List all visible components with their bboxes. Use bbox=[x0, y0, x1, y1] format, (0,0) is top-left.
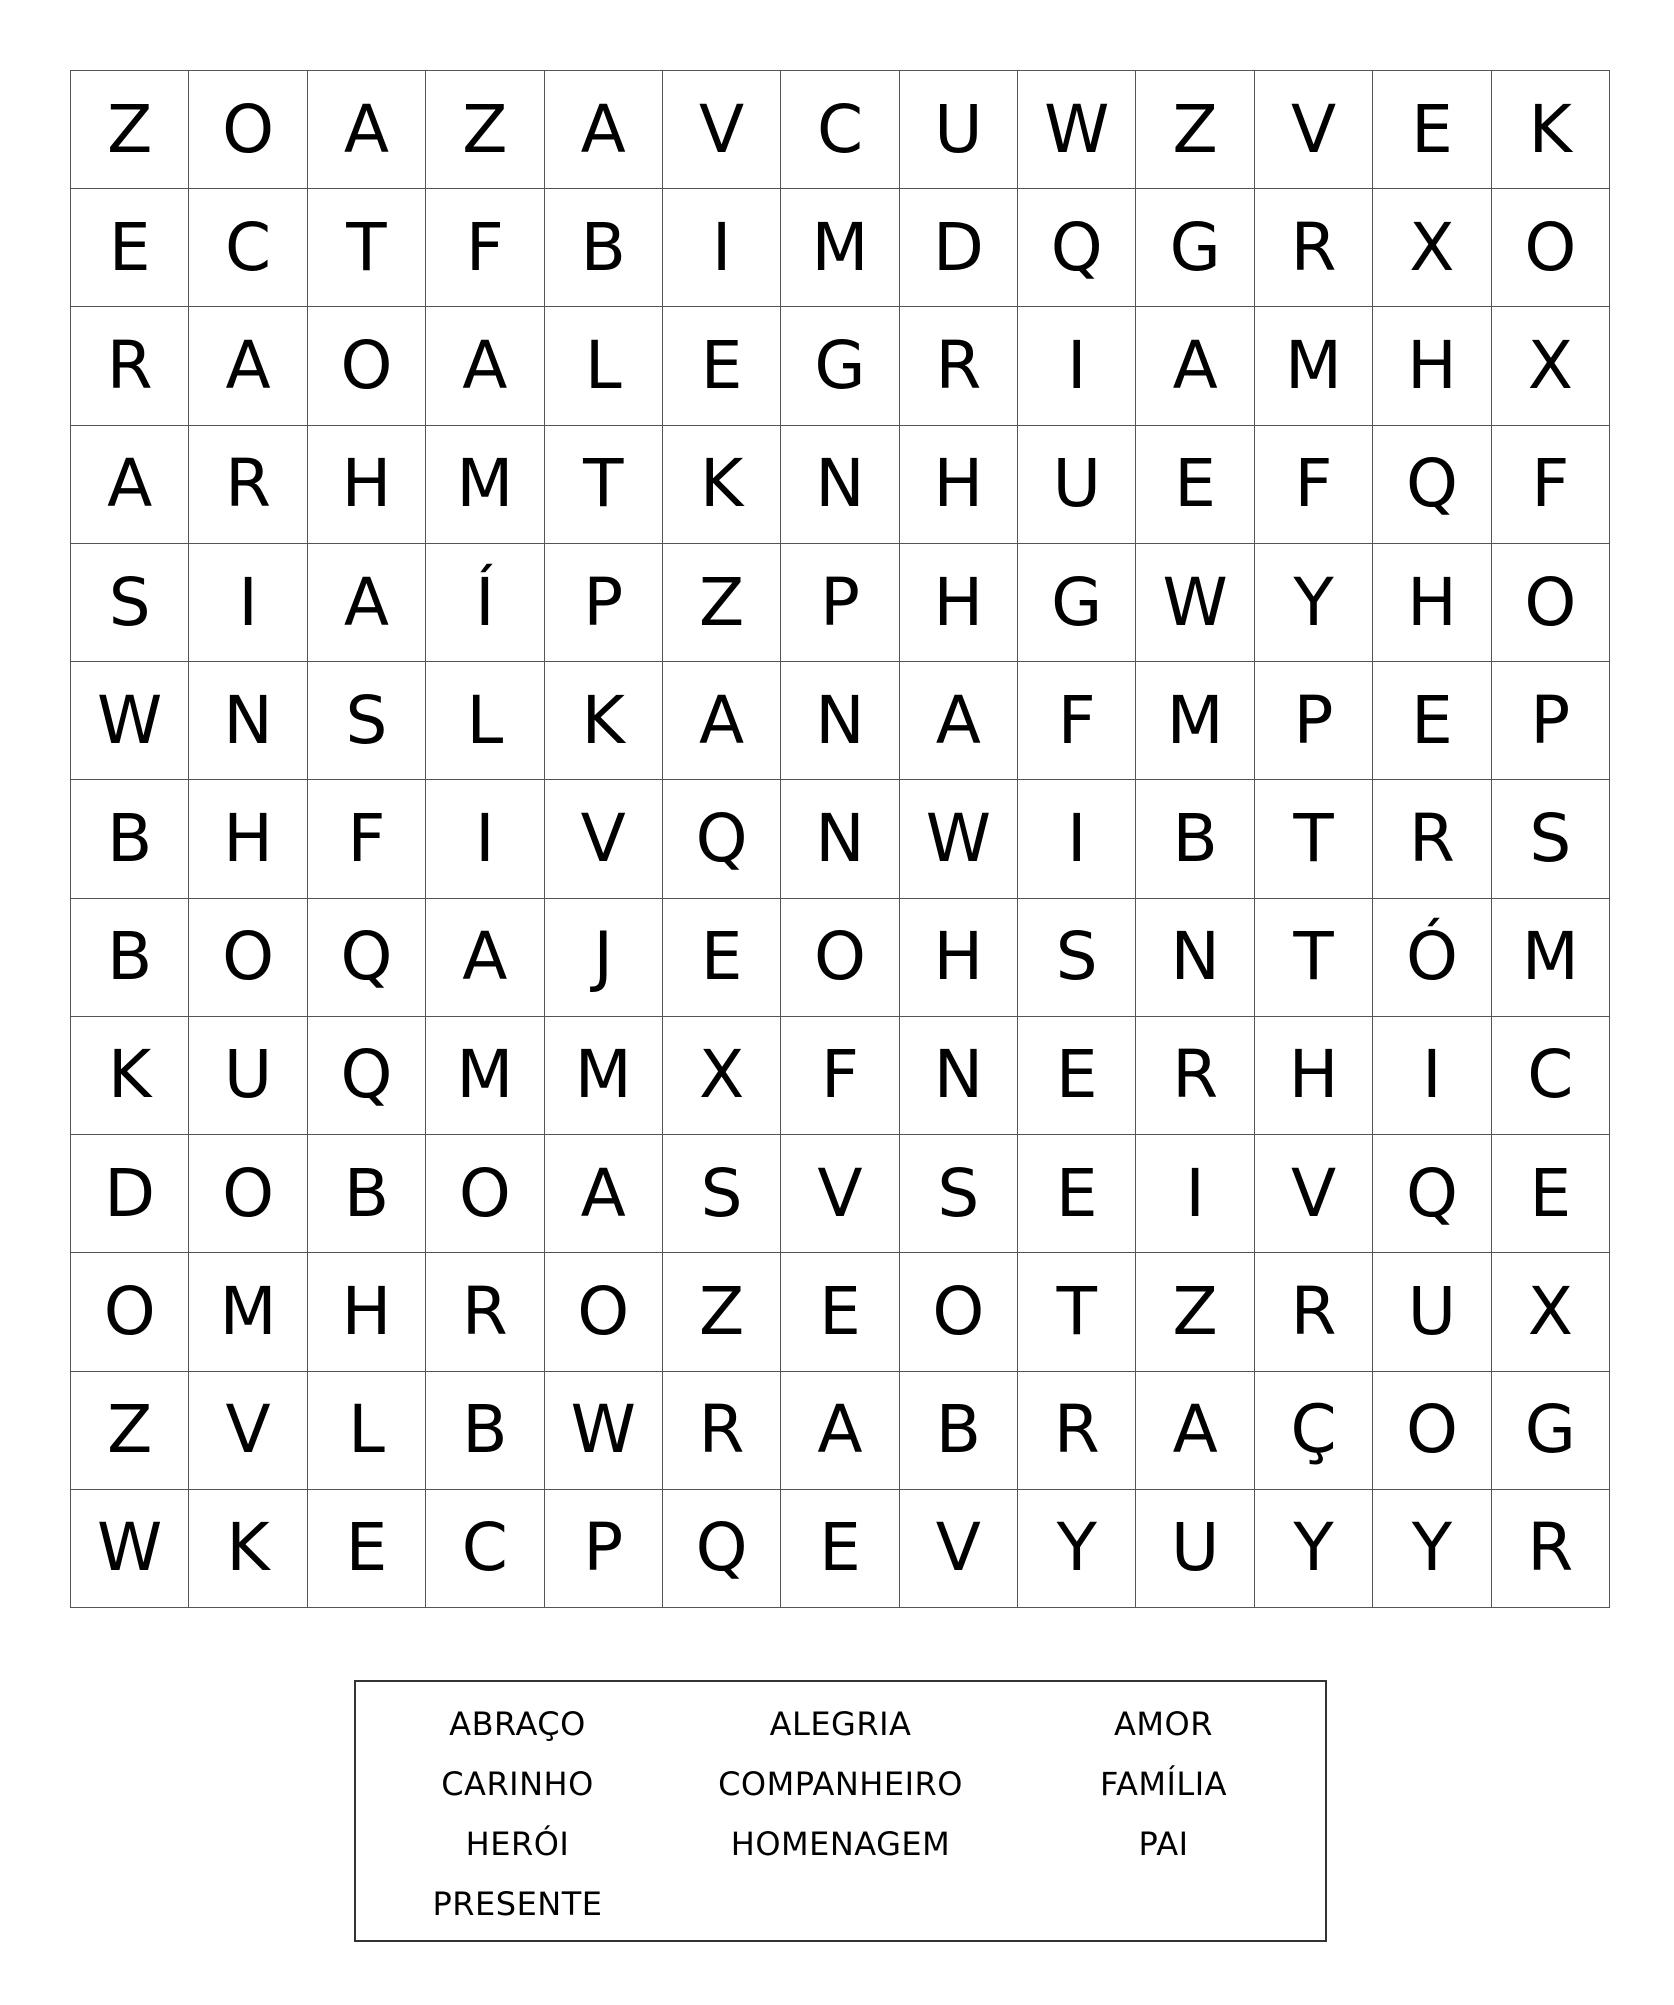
grid-cell[interactable]: A bbox=[308, 71, 426, 189]
grid-cell[interactable]: S bbox=[308, 662, 426, 780]
grid-cell[interactable]: I bbox=[189, 544, 307, 662]
grid-cell[interactable]: M bbox=[426, 1017, 544, 1135]
grid-cell[interactable]: P bbox=[1255, 662, 1373, 780]
grid-cell[interactable]: Ó bbox=[1373, 899, 1491, 1017]
grid-cell[interactable]: Q bbox=[308, 1017, 426, 1135]
grid-cell[interactable]: O bbox=[1373, 1372, 1491, 1490]
grid-cell[interactable]: Y bbox=[1018, 1490, 1136, 1608]
grid-cell[interactable]: H bbox=[1373, 544, 1491, 662]
grid-cell[interactable]: A bbox=[1136, 307, 1254, 425]
letter-grid bbox=[70, 70, 1610, 1608]
grid-cell[interactable]: E bbox=[1136, 426, 1254, 544]
grid-cell[interactable]: M bbox=[189, 1253, 307, 1371]
grid-cell[interactable]: O bbox=[900, 1253, 1018, 1371]
word-list bbox=[354, 1680, 1327, 1942]
grid-cell[interactable]: L bbox=[426, 662, 544, 780]
grid-cell[interactable]: R bbox=[1255, 1253, 1373, 1371]
grid-cell[interactable]: E bbox=[1373, 662, 1491, 780]
grid-cell[interactable]: E bbox=[663, 899, 781, 1017]
grid-cell[interactable]: P bbox=[545, 1490, 663, 1608]
grid-cell[interactable]: L bbox=[545, 307, 663, 425]
word-list-item: ALEGRIA bbox=[769, 1705, 912, 1743]
grid-cell[interactable]: R bbox=[1373, 780, 1491, 898]
grid-cell[interactable]: H bbox=[1255, 1017, 1373, 1135]
grid-cell[interactable]: W bbox=[71, 1490, 189, 1608]
grid-cell[interactable]: T bbox=[1255, 780, 1373, 898]
grid-cell[interactable]: O bbox=[71, 1253, 189, 1371]
grid-cell[interactable]: A bbox=[545, 1135, 663, 1253]
grid-cell[interactable]: H bbox=[900, 544, 1018, 662]
word-list-item: HERÓI bbox=[465, 1825, 570, 1863]
grid-cell[interactable]: W bbox=[900, 780, 1018, 898]
grid-cell[interactable]: Z bbox=[71, 71, 189, 189]
grid-cell[interactable]: Z bbox=[663, 1253, 781, 1371]
grid-cell[interactable]: B bbox=[900, 1372, 1018, 1490]
grid-cell[interactable]: H bbox=[900, 899, 1018, 1017]
grid-cell[interactable]: E bbox=[781, 1253, 899, 1371]
grid-cell[interactable]: M bbox=[426, 426, 544, 544]
grid-cell[interactable]: R bbox=[426, 1253, 544, 1371]
grid-cell[interactable]: V bbox=[1255, 1135, 1373, 1253]
grid-cell[interactable]: K bbox=[71, 1017, 189, 1135]
grid-cell[interactable]: R bbox=[71, 307, 189, 425]
grid-cell[interactable]: J bbox=[545, 899, 663, 1017]
grid-cell[interactable]: S bbox=[663, 1135, 781, 1253]
grid-cell[interactable]: M bbox=[545, 1017, 663, 1135]
grid-cell[interactable]: A bbox=[426, 307, 544, 425]
grid-cell[interactable]: O bbox=[545, 1253, 663, 1371]
grid-cell[interactable]: B bbox=[308, 1135, 426, 1253]
grid-cell[interactable]: Z bbox=[663, 544, 781, 662]
grid-cell[interactable]: M bbox=[1255, 307, 1373, 425]
word-list-item: FAMÍLIA bbox=[1099, 1765, 1228, 1803]
grid-cell[interactable]: X bbox=[663, 1017, 781, 1135]
grid-cell[interactable]: Í bbox=[426, 544, 544, 662]
grid-cell[interactable]: A bbox=[900, 662, 1018, 780]
grid-cell[interactable]: T bbox=[545, 426, 663, 544]
word-list-item: COMPANHEIRO bbox=[718, 1765, 963, 1803]
grid-cell[interactable]: B bbox=[1136, 780, 1254, 898]
grid-cell[interactable]: A bbox=[426, 899, 544, 1017]
grid-cell[interactable]: I bbox=[663, 189, 781, 307]
grid-cell[interactable]: A bbox=[189, 307, 307, 425]
grid-cell[interactable]: X bbox=[1373, 189, 1491, 307]
grid-cell[interactable]: V bbox=[900, 1490, 1018, 1608]
grid-cell[interactable]: I bbox=[1373, 1017, 1491, 1135]
grid-cell[interactable]: W bbox=[71, 662, 189, 780]
grid-cell[interactable]: K bbox=[189, 1490, 307, 1608]
grid-cell[interactable]: A bbox=[308, 544, 426, 662]
grid-cell[interactable]: Q bbox=[1373, 1135, 1491, 1253]
grid-cell[interactable]: K bbox=[545, 662, 663, 780]
grid-cell[interactable]: G bbox=[1492, 1372, 1610, 1490]
grid-cell[interactable]: B bbox=[545, 189, 663, 307]
grid-cell[interactable]: M bbox=[781, 189, 899, 307]
grid-cell[interactable]: G bbox=[1136, 189, 1254, 307]
word-list-item: ABRAÇO bbox=[449, 1705, 586, 1743]
grid-cell[interactable]: I bbox=[426, 780, 544, 898]
grid-cell[interactable]: U bbox=[1373, 1253, 1491, 1371]
grid-cell[interactable]: A bbox=[781, 1372, 899, 1490]
grid-cell[interactable]: C bbox=[426, 1490, 544, 1608]
grid-cell[interactable]: T bbox=[308, 189, 426, 307]
grid-cell[interactable]: F bbox=[1492, 426, 1610, 544]
grid-cell[interactable]: Q bbox=[663, 1490, 781, 1608]
grid-cell[interactable]: V bbox=[189, 1372, 307, 1490]
grid-cell[interactable]: E bbox=[71, 189, 189, 307]
grid-cell[interactable]: W bbox=[1136, 544, 1254, 662]
word-list-item: PRESENTE bbox=[432, 1885, 603, 1923]
grid-cell[interactable]: F bbox=[426, 189, 544, 307]
word-list-item: PAI bbox=[1138, 1825, 1189, 1863]
grid-cell[interactable]: Y bbox=[1255, 1490, 1373, 1608]
grid-cell[interactable]: Z bbox=[71, 1372, 189, 1490]
grid-cell[interactable]: S bbox=[1018, 899, 1136, 1017]
grid-cell[interactable]: T bbox=[1018, 1253, 1136, 1371]
grid-cell[interactable]: E bbox=[308, 1490, 426, 1608]
grid-cell[interactable]: M bbox=[1492, 899, 1610, 1017]
grid-cell[interactable]: X bbox=[1492, 307, 1610, 425]
grid-cell[interactable]: C bbox=[189, 189, 307, 307]
grid-cell[interactable]: K bbox=[663, 426, 781, 544]
grid-cell[interactable]: S bbox=[1492, 780, 1610, 898]
grid-cell[interactable]: V bbox=[545, 780, 663, 898]
grid-cell[interactable]: A bbox=[663, 662, 781, 780]
grid-cell[interactable]: N bbox=[1136, 899, 1254, 1017]
grid-cell[interactable]: V bbox=[663, 71, 781, 189]
grid-cell[interactable]: U bbox=[1136, 1490, 1254, 1608]
grid-cell[interactable]: C bbox=[1492, 1017, 1610, 1135]
grid-cell[interactable]: E bbox=[1018, 1135, 1136, 1253]
grid-cell[interactable]: D bbox=[71, 1135, 189, 1253]
grid-cell[interactable]: R bbox=[663, 1372, 781, 1490]
grid-cell[interactable]: A bbox=[545, 71, 663, 189]
grid-cell[interactable]: N bbox=[781, 780, 899, 898]
grid-cell[interactable]: H bbox=[189, 780, 307, 898]
grid-cell[interactable]: R bbox=[1136, 1017, 1254, 1135]
grid-cell[interactable]: L bbox=[308, 1372, 426, 1490]
grid-cell[interactable]: A bbox=[1136, 1372, 1254, 1490]
grid-cell[interactable]: S bbox=[71, 544, 189, 662]
grid-cell[interactable]: Q bbox=[1373, 426, 1491, 544]
grid-cell[interactable]: O bbox=[189, 1135, 307, 1253]
grid-cell[interactable]: P bbox=[1492, 662, 1610, 780]
grid-cell[interactable]: O bbox=[426, 1135, 544, 1253]
grid-cell[interactable]: R bbox=[1018, 1372, 1136, 1490]
grid-cell[interactable]: O bbox=[308, 307, 426, 425]
grid-cell[interactable]: F bbox=[308, 780, 426, 898]
grid-cell[interactable]: B bbox=[71, 899, 189, 1017]
grid-cell[interactable]: K bbox=[1492, 71, 1610, 189]
grid-cell[interactable]: S bbox=[900, 1135, 1018, 1253]
grid-cell[interactable]: G bbox=[781, 307, 899, 425]
grid-cell[interactable]: T bbox=[1255, 899, 1373, 1017]
grid-cell[interactable]: V bbox=[781, 1135, 899, 1253]
grid-cell[interactable]: E bbox=[1018, 1017, 1136, 1135]
grid-cell[interactable]: F bbox=[781, 1017, 899, 1135]
grid-cell[interactable]: R bbox=[1255, 189, 1373, 307]
grid-cell[interactable]: Z bbox=[426, 71, 544, 189]
grid-cell[interactable]: E bbox=[663, 307, 781, 425]
grid-cell[interactable]: B bbox=[71, 780, 189, 898]
grid-cell[interactable]: I bbox=[1136, 1135, 1254, 1253]
grid-cell[interactable]: O bbox=[189, 71, 307, 189]
grid-cell[interactable]: B bbox=[426, 1372, 544, 1490]
grid-cell[interactable]: N bbox=[189, 662, 307, 780]
grid-cell[interactable]: E bbox=[781, 1490, 899, 1608]
grid-cell[interactable]: G bbox=[1018, 544, 1136, 662]
grid-cell[interactable]: N bbox=[781, 426, 899, 544]
grid-cell[interactable]: I bbox=[1018, 307, 1136, 425]
grid-cell[interactable]: H bbox=[900, 426, 1018, 544]
grid-cell[interactable]: H bbox=[308, 426, 426, 544]
grid-cell[interactable]: F bbox=[1018, 662, 1136, 780]
grid-cell[interactable]: P bbox=[781, 544, 899, 662]
grid-cell[interactable]: M bbox=[1136, 662, 1254, 780]
grid-cell[interactable]: R bbox=[900, 307, 1018, 425]
grid-cell[interactable]: U bbox=[1018, 426, 1136, 544]
grid-cell[interactable]: C bbox=[781, 71, 899, 189]
grid-cell[interactable]: R bbox=[1492, 1490, 1610, 1608]
grid-cell[interactable]: R bbox=[189, 426, 307, 544]
grid-cell[interactable]: U bbox=[900, 71, 1018, 189]
grid-cell[interactable]: H bbox=[1373, 307, 1491, 425]
word-list-item: HOMENAGEM bbox=[730, 1825, 951, 1863]
grid-cell[interactable]: X bbox=[1492, 1253, 1610, 1371]
grid-cell[interactable]: Q bbox=[1018, 189, 1136, 307]
grid-cell[interactable]: E bbox=[1492, 1135, 1610, 1253]
grid-cell[interactable]: V bbox=[1255, 71, 1373, 189]
grid-cell[interactable]: Z bbox=[1136, 1253, 1254, 1371]
grid-cell[interactable]: P bbox=[545, 544, 663, 662]
grid-cell[interactable]: Ç bbox=[1255, 1372, 1373, 1490]
word-list-item: AMOR bbox=[1114, 1705, 1213, 1743]
grid-cell[interactable]: A bbox=[71, 426, 189, 544]
grid-cell[interactable]: Q bbox=[663, 780, 781, 898]
grid-cell[interactable]: Z bbox=[1136, 71, 1254, 189]
grid-cell[interactable]: Y bbox=[1255, 544, 1373, 662]
grid-cell[interactable]: H bbox=[308, 1253, 426, 1371]
word-list-item: CARINHO bbox=[441, 1765, 594, 1803]
grid-cell[interactable]: Y bbox=[1373, 1490, 1491, 1608]
grid-cell[interactable]: D bbox=[900, 189, 1018, 307]
grid-cell[interactable]: O bbox=[1492, 544, 1610, 662]
grid-cell[interactable]: O bbox=[189, 899, 307, 1017]
grid-cell[interactable]: N bbox=[781, 662, 899, 780]
grid-cell[interactable]: Q bbox=[308, 899, 426, 1017]
grid-cell[interactable]: U bbox=[189, 1017, 307, 1135]
grid-cell[interactable]: O bbox=[1492, 189, 1610, 307]
grid-cell[interactable]: I bbox=[1018, 780, 1136, 898]
grid-cell[interactable]: F bbox=[1255, 426, 1373, 544]
grid-cell[interactable]: E bbox=[1373, 71, 1491, 189]
grid-cell[interactable]: O bbox=[781, 899, 899, 1017]
grid-cell[interactable]: W bbox=[1018, 71, 1136, 189]
grid-cell[interactable]: N bbox=[900, 1017, 1018, 1135]
grid-cell[interactable]: W bbox=[545, 1372, 663, 1490]
